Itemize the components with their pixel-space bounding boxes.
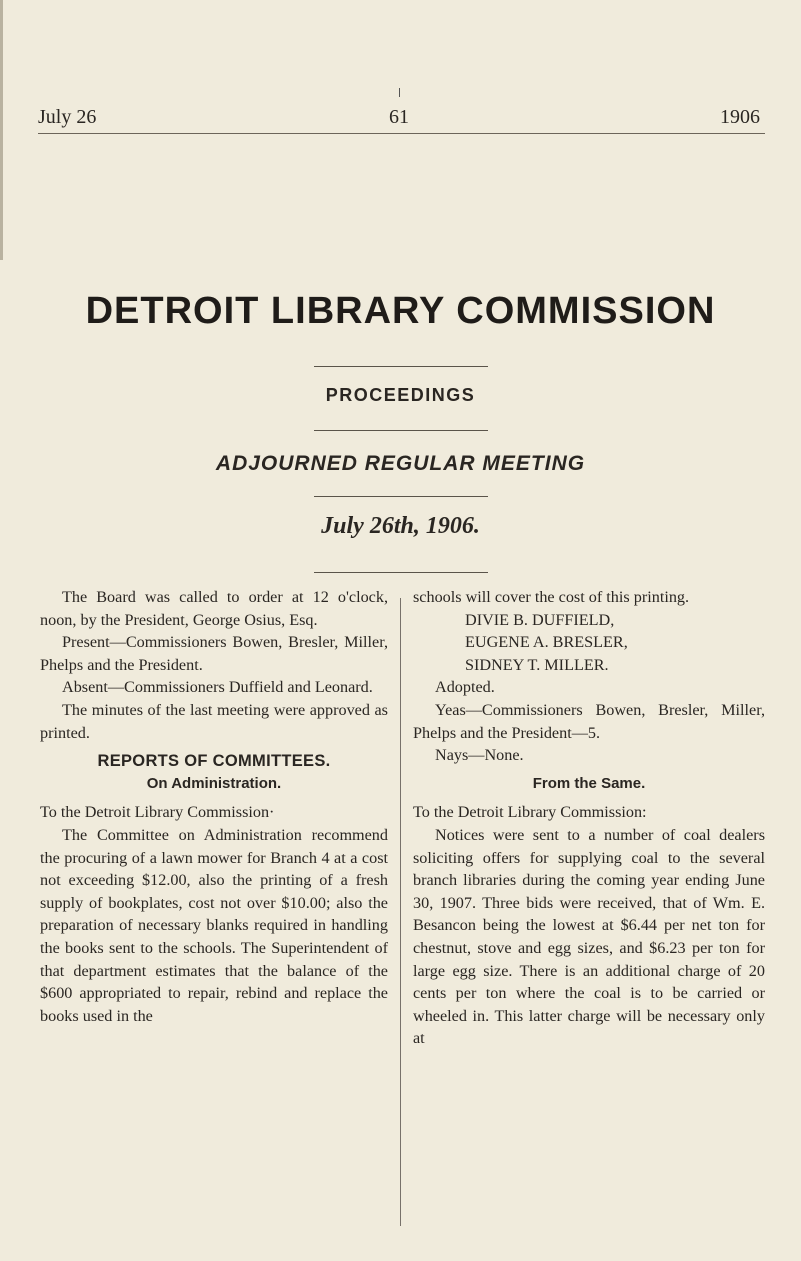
reports-heading: REPORTS OF COMMITTEES. [97,752,331,771]
left-column [40,586,388,1027]
signature-line: DIVIE B. DUFFIELD, [465,610,615,629]
header-rule [38,133,765,134]
from-the-same-heading: From the Same. [532,774,646,792]
subtitle: PROCEEDINGS [325,385,476,405]
nays-line: Nays—None. [435,746,524,765]
adopted-line: Adopted. [435,678,495,697]
running-head [38,106,760,132]
present-paragraph: Present—Commissioners Bowen, Bresler, Miller, Phelps and the President. [40,633,388,674]
rule-2 [314,430,488,431]
rule-1 [314,366,488,367]
address-line: To the Detroit Library Commission: [413,803,647,822]
administration-report-paragraph: The Committee on Administration recommend the procuring of a lawn mower for Branch 4 at a cost not exceeding $12.00, also the printing of a fresh supply of bookplates, cost not over $10.00; also the preparation of necessary blanks required in handling the books sent to the schools. The Superintendent of that department estimates that the balance of the $600 appropriated to repair, rebind and replace the books used in the [40,825,388,1025]
page-edge-line [0,0,3,260]
signature-line: SIDNEY T. MILLER. [465,655,609,674]
running-head-year: 1906 [720,106,760,128]
absent-paragraph: Absent—Commissioners Duffield and Leonard. [62,678,373,697]
minutes-paragraph: The minutes of the last meeting were approved as printed. [40,700,388,742]
yeas-paragraph: Yeas—Commissioners Bowen, Bresler, Miller, Phelps and the President—5. [413,700,765,742]
rule-4 [314,572,488,573]
main-title: DETROIT LIBRARY COMMISSION [85,290,716,332]
page-number: 61 [389,106,409,128]
address-line: To the Detroit Library Commission· [40,803,275,822]
call-to-order-paragraph: The Board was called to order at 12 o'clock, noon, by the President, George Osius, Esq. [40,588,388,629]
right-column [413,586,765,1050]
column-divider [400,598,401,1226]
signature-line: EUGENE A. BRESLER, [465,633,628,652]
rule-3 [314,496,488,497]
administration-heading: On Administration. [146,774,282,792]
print-mark [399,88,400,97]
running-head-date: July 26 [38,106,97,128]
meeting-type: ADJOURNED REGULAR MEETING [215,452,586,475]
coal-bids-paragraph: Notices were sent to a number of coal dealers soliciting offers for supplying coal to the several branch libraries during the coming year ending June 30, 1907. Three bids were received, that of Wm. E. Besancon being the lowest at $6.44 per net ton for chestnut, stove and egg sizes, and $6.23 per ton for large egg size. There is an additional charge of 20 cents per ton where the coal is to be carried or wheeled in. This latter charge will be necessary only at [413,825,765,1048]
printing-continuation-paragraph: schools will cover the cost of this printing. [413,588,690,606]
meeting-date: July 26th, 1906. [321,513,480,539]
